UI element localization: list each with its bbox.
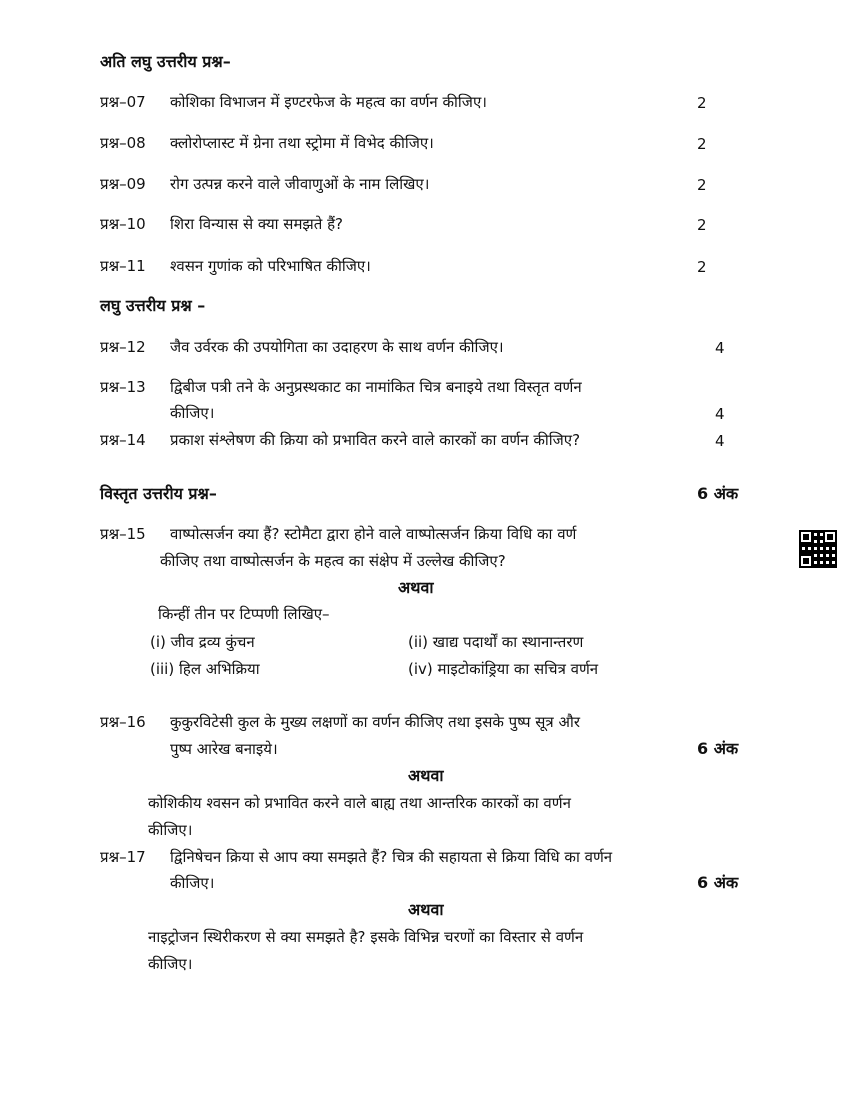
question-marks-12: 4 xyxy=(715,339,725,357)
question-text-16-line1: कुकुरविटेसी कुल के मुख्य लक्षणों का वर्णन कीजिए तथा इसके पुष्प सूत्र और xyxy=(170,713,580,731)
question-text-11: श्वसन गुणांक को परिभाषित कीजिए। xyxy=(170,257,371,275)
question-label-09: प्रश्न–09 xyxy=(100,175,146,193)
question-text-07: कोशिका विभाजन में इण्टरफेज के महत्व का वर्णन कीजिए। xyxy=(170,93,487,111)
question-marks-16: 6 अंक xyxy=(697,739,739,758)
alt-text-16-line2: कीजिए। xyxy=(148,821,193,839)
or-label-17: अथवा xyxy=(408,900,444,919)
question-label-07: प्रश्न–07 xyxy=(100,93,146,111)
question-text-09: रोग उत्पन्न करने वाले जीवाणुओं के नाम लिखिए। xyxy=(170,175,430,193)
question-marks-11: 2 xyxy=(697,258,707,276)
alt-text-17-line1: नाइट्रोजन स्थिरीकरण से क्या समझते है? इसके विभिन्न चरणों का विस्तार से वर्णन xyxy=(148,928,584,946)
question-label-12: प्रश्न–12 xyxy=(100,338,146,356)
question-label-13: प्रश्न–13 xyxy=(100,378,146,396)
section-marks-long: 6 अंक xyxy=(697,484,739,503)
alt-text-17-line2: कीजिए। xyxy=(148,955,193,973)
question-text-15-line2: कीजिए तथा वाष्पोत्सर्जन के महत्व का संक्षेप में उल्लेख कीजिए? xyxy=(160,552,506,570)
question-label-08: प्रश्न–08 xyxy=(100,134,146,152)
alt-intro-15: किन्हीं तीन पर टिप्पणी लिखिए– xyxy=(158,605,330,623)
section-heading-very-short: अति लघु उत्तरीय प्रश्न– xyxy=(100,52,231,71)
question-marks-09: 2 xyxy=(697,176,707,194)
question-text-15-line1: वाष्पोत्सर्जन क्या हैं? स्टोमैटा द्वारा होने वाले वाष्पोत्सर्जन क्रिया विधि का वर्ण xyxy=(170,525,577,543)
question-label-15: प्रश्न–15 xyxy=(100,525,146,543)
option-ii: (ii) खाद्य पदार्थों का स्थानान्तरण xyxy=(408,633,584,651)
question-text-10: शिरा विन्यास से क्या समझते हैं? xyxy=(170,215,343,233)
question-label-16: प्रश्न–16 xyxy=(100,713,146,731)
question-label-11: प्रश्न–11 xyxy=(100,257,146,275)
question-marks-14: 4 xyxy=(715,432,725,450)
question-label-10: प्रश्न–10 xyxy=(100,215,146,233)
option-iii: (iii) हिल अभिक्रिया xyxy=(150,660,260,678)
alt-text-16-line1: कोशिकीय श्वसन को प्रभावित करने वाले बाह्य तथा आन्तरिक कारकों का वर्णन xyxy=(148,794,571,812)
question-label-17: प्रश्न–17 xyxy=(100,848,146,866)
question-marks-13: 4 xyxy=(715,405,725,423)
section-heading-long: विस्तृत उत्तरीय प्रश्न– xyxy=(100,484,217,503)
question-label-14: प्रश्न–14 xyxy=(100,431,146,449)
or-label-16: अथवा xyxy=(408,766,444,785)
question-text-08: क्लोरोप्लास्ट में ग्रेना तथा स्ट्रोमा में विभेद कीजिए। xyxy=(170,134,434,152)
option-iv: (iv) माइटोकांड्रिया का सचित्र वर्णन xyxy=(408,660,599,678)
section-heading-short: लघु उत्तरीय प्रश्न – xyxy=(100,296,206,315)
question-text-13-line2: कीजिए। xyxy=(170,404,215,422)
question-text-17-line2: कीजिए। xyxy=(170,874,215,892)
question-marks-08: 2 xyxy=(697,135,707,153)
question-text-14: प्रकाश संश्लेषण की क्रिया को प्रभावित करने वाले कारकों का वर्णन कीजिए? xyxy=(170,431,581,449)
question-marks-17: 6 अंक xyxy=(697,873,739,892)
or-label-15: अथवा xyxy=(398,578,434,597)
question-text-12: जैव उर्वरक की उपयोगिता का उदाहरण के साथ वर्णन कीजिए। xyxy=(170,338,504,356)
question-marks-07: 2 xyxy=(697,94,707,112)
option-i: (i) जीव द्रव्य कुंचन xyxy=(150,633,255,651)
qr-code-icon xyxy=(799,530,837,568)
question-text-17-line1: द्विनिषेचन क्रिया से आप क्या समझते हैं? चित्र की सहायता से क्रिया विधि का वर्णन xyxy=(170,848,613,866)
question-text-13-line1: द्विबीज पत्री तने के अनुप्रस्थकाट का नामांकित चित्र बनाइये तथा विस्तृत वर्णन xyxy=(170,378,582,396)
question-text-16-line2: पुष्प आरेख बनाइये। xyxy=(170,740,278,758)
question-marks-10: 2 xyxy=(697,216,707,234)
